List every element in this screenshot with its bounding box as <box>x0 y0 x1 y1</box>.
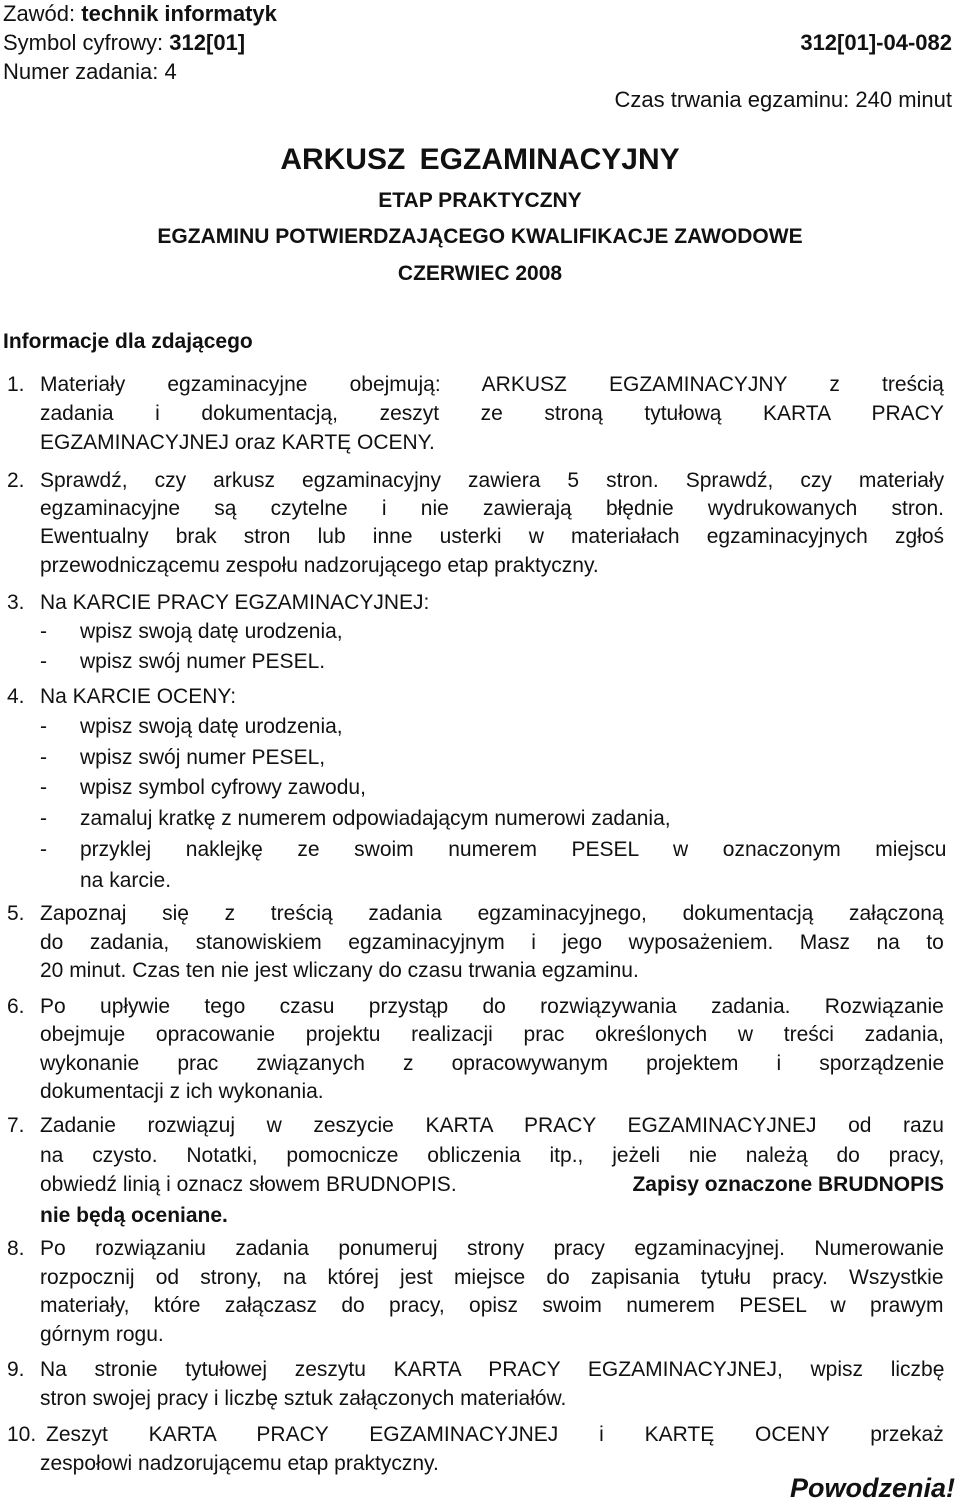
item-text-line: górnym rogu. <box>40 1323 164 1346</box>
item-number: 2. <box>7 469 25 492</box>
item-text-segment: obwiedź linią i oznacz słowem BRUDNOPIS. <box>40 1173 457 1196</box>
item-text-line: 20 minut. Czas ten nie jest wliczany do czasu trwania egzaminu. <box>40 959 639 982</box>
item-number: 1. <box>7 373 25 396</box>
bullet-dash: - <box>40 776 47 799</box>
item-text-line: Na KARCIE OCENY: <box>40 685 237 708</box>
item-text-line: zadania i dokumentacją, zeszyt ze stroną tytułową KARTA PRACY <box>40 402 944 425</box>
bullet-dash: - <box>40 746 47 769</box>
item-number: 6. <box>7 995 25 1018</box>
item-text-line: Zeszyt KARTA PRACY EGZAMINACYJNEJ i KARTĘ OCENY przekaż <box>46 1423 944 1446</box>
item-text-line: Zadanie rozwiązuj w zeszycie KARTA PRACY EGZAMINACYJNEJ od razu <box>40 1114 944 1137</box>
item-bold-line: nie będą oceniane. <box>40 1204 228 1227</box>
bullet-dash: - <box>40 650 47 673</box>
item-text-line: Na stronie tytułowej zeszytu KARTA PRACY EGZAMINACYJNEJ, wpisz liczbę <box>40 1358 945 1381</box>
info-heading: Informacje dla zdającego <box>3 330 253 353</box>
bullet-text: wpisz swój numer PESEL. <box>80 650 326 673</box>
item-text-line: rozpocznij od strony, na której jest miejsce do zapisania tytułu pracy. Wszystkie <box>40 1266 944 1289</box>
bullet-dash: - <box>40 715 47 738</box>
item-bold-segment: Zapisy oznaczone BRUDNOPIS <box>632 1173 944 1196</box>
item-text-line: Zapoznaj się z treścią zadania egzaminacyjnego, dokumentacją załączoną <box>40 902 944 925</box>
stage-title: ETAP PRAKTYCZNY <box>378 189 582 212</box>
task-number-value: 4 <box>164 59 177 84</box>
item-number: 8. <box>7 1237 25 1260</box>
item-text-line: Na KARCIE PRACY EGZAMINACYJNEJ: <box>40 591 430 614</box>
item-text-line: wykonanie prac związanych z opracowywanym projektem i sporządzenie <box>40 1052 945 1075</box>
exam-title: EGZAMINU POTWIERDZAJĄCEGO KWALIFIKACJE ZAWODOWE <box>157 225 803 248</box>
profession-value: technik informatyk <box>81 1 277 26</box>
item-number: 9. <box>7 1358 25 1381</box>
item-number: 5. <box>7 902 25 925</box>
task-number-label: Numer zadania: <box>3 59 159 84</box>
profession-label: Zawód: <box>3 1 76 26</box>
item-text-line: zespołowi nadzorującemu etap praktyczny. <box>40 1452 439 1475</box>
item-text-line: Po upływie tego czasu przystąp do rozwiązywania zadania. Rozwiązanie <box>40 995 944 1018</box>
exam-code: 312[01]-04-082 <box>800 30 952 55</box>
bullet-text: na karcie. <box>80 869 172 892</box>
item-text-line: materiały, które załączasz do pracy, opisz swoim numerem PESEL w prawym <box>40 1294 944 1317</box>
bullet-text: przyklej naklejkę ze swoim numerem PESEL w oznaczonym miejscu <box>80 838 947 861</box>
bullet-text: zamaluj kratkę z numerem odpowiadającym numerowi zadania, <box>80 807 671 830</box>
item-text-line: Po rozwiązaniu zadania ponumeruj strony pracy egzaminacyjnej. Numerowanie <box>40 1237 944 1260</box>
document-title: ARKUSZ EGZAMINACYJNY <box>280 143 680 176</box>
item-text-line: obejmuje opracowanie projektu realizacji prac określonych w treści zadania, <box>40 1023 945 1046</box>
item-number: 7. <box>7 1114 25 1137</box>
exam-duration: Czas trwania egzaminu: 240 minut <box>614 87 952 112</box>
bullet-text: wpisz swój numer PESEL, <box>80 746 326 769</box>
item-number: 4. <box>7 685 25 708</box>
item-text-line: Sprawdź, czy arkusz egzaminacyjny zawiera 5 stron. Sprawdź, czy materiały <box>40 469 945 492</box>
bullet-dash: - <box>40 807 47 830</box>
profession-line <box>3 3 277 25</box>
item-text-line: do zadania, stanowiskiem egzaminacyjnym i jego wyposażeniem. Masz na to <box>40 931 944 954</box>
item-number: 10. <box>7 1423 37 1446</box>
bullet-text: wpisz symbol cyfrowy zawodu, <box>80 776 366 799</box>
item-text-line: na czysto. Notatki, pomocnicze obliczenia itp., jeżeli nie należą do pracy, <box>40 1144 945 1167</box>
item-text-line: Materiały egzaminacyjne obejmują: ARKUSZ EGZAMINACYJNY z treścią <box>40 373 944 396</box>
item-text-line: EGZAMINACYJNEJ oraz KARTĘ OCENY. <box>40 431 435 454</box>
symbol-label: Symbol cyfrowy: <box>3 30 164 55</box>
item-text-line-mixed <box>40 1174 944 1195</box>
symbol-line <box>3 32 245 54</box>
item-text-line: przewodniczącemu zespołu nadzorującego etap praktyczny. <box>40 554 599 577</box>
item-text-line: Ewentualny brak stron lub inne usterki w materiałach egzaminacyjnych zgłoś <box>40 525 945 548</box>
session-date: CZERWIEC 2008 <box>397 262 563 285</box>
bullet-dash: - <box>40 838 47 861</box>
item-text-line: stron swojej pracy i liczbę sztuk załączonych materiałów. <box>40 1387 567 1410</box>
closing-wish: Powodzenia! <box>789 1473 955 1503</box>
item-number: 3. <box>7 591 25 614</box>
bullet-dash: - <box>40 620 47 643</box>
symbol-value: 312[01] <box>169 30 246 55</box>
bullet-text: wpisz swoją datę urodzenia, <box>80 620 343 643</box>
item-text-line: egzaminacyjne są czytelne i nie zawierają błędnie wydrukowanych stron. <box>40 497 945 520</box>
bullet-text: wpisz swoją datę urodzenia, <box>80 715 343 738</box>
item-text-line: dokumentacji z ich wykonania. <box>40 1080 324 1103</box>
task-number-line <box>3 61 177 83</box>
